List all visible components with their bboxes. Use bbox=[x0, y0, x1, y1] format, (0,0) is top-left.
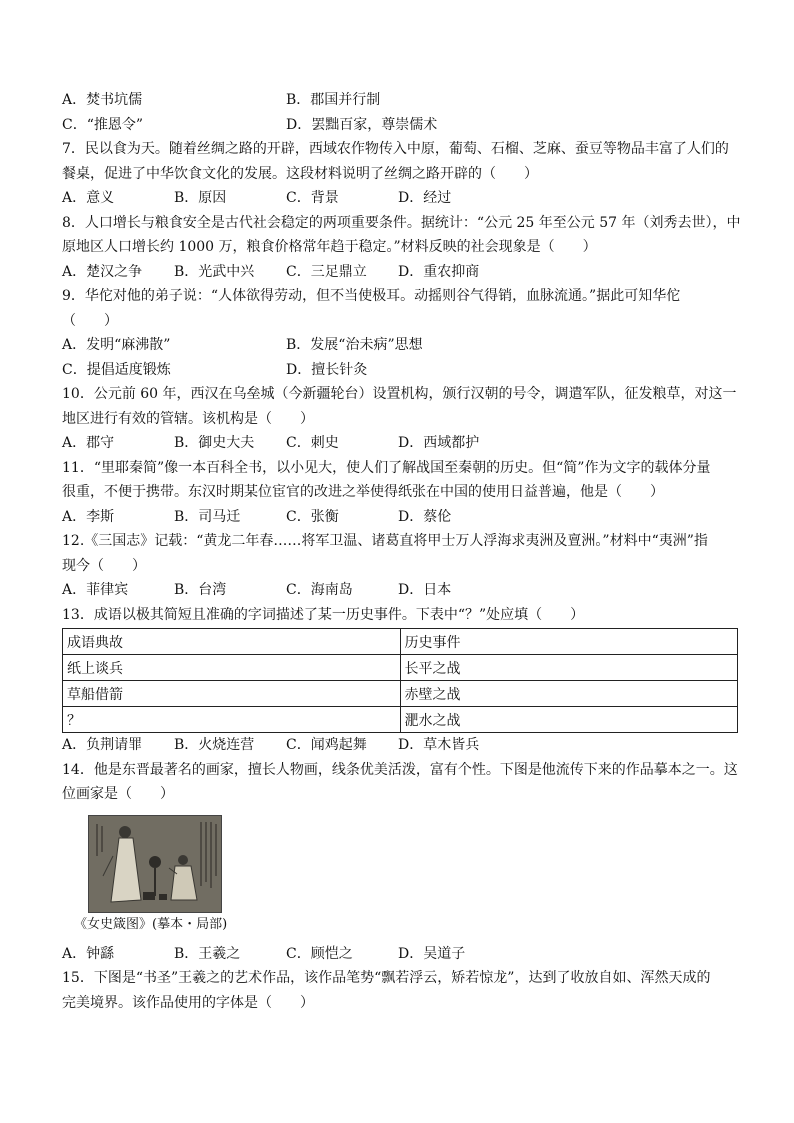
q8-option-b[interactable]: B．光武中兴 bbox=[174, 263, 255, 280]
q7-options bbox=[62, 186, 738, 211]
table-row bbox=[63, 681, 738, 707]
q11-option-b[interactable]: B．司马迁 bbox=[174, 508, 241, 525]
q6-options-row-1 bbox=[62, 88, 738, 113]
table-cell: 历史事件 bbox=[400, 629, 738, 655]
table-row bbox=[63, 629, 738, 655]
q12-option-b[interactable]: B．台湾 bbox=[174, 582, 227, 598]
q14-stem-line-2: 位画家是（ ） bbox=[62, 786, 174, 802]
q13-table bbox=[62, 628, 738, 733]
q10-option-c[interactable]: C．刺史 bbox=[286, 435, 339, 451]
q13-stem-line-1: 13．成语以极其简短且准确的字词描述了某一历史事件。下表中“？”处应填（ ） bbox=[62, 606, 585, 623]
q12-options bbox=[62, 578, 738, 603]
q8-option-d[interactable]: D．重农抑商 bbox=[398, 263, 480, 280]
table-row bbox=[63, 707, 738, 733]
q15-stem-line-2: 完美境界。该作品使用的字体是（ ） bbox=[62, 994, 314, 1011]
q9-options-row-1 bbox=[62, 333, 738, 358]
q9-option-c[interactable]: C．提倡适度锻炼 bbox=[62, 361, 171, 378]
q6-option-c[interactable]: C．“推恩令” bbox=[62, 116, 144, 133]
q12-option-d[interactable]: D．日本 bbox=[398, 582, 452, 598]
q8-stem-line-1: 8．人口增长与粮食安全是古代社会稳定的两项重要条件。据统计：“公元 25 年至公元 57 年（刘秀去世），中 bbox=[62, 214, 741, 231]
q14-option-c[interactable]: C．顾恺之 bbox=[286, 945, 353, 962]
q14-option-b[interactable]: B．王羲之 bbox=[174, 945, 241, 962]
q12-stem-line-2: 现今（ ） bbox=[62, 557, 146, 574]
q11-stem-line-1: 11．“里耶秦简”像一本百科全书，以小见大，使人们了解战国至秦朝的历史。但“简”作为文字的载体分量 bbox=[62, 459, 711, 476]
table-cell: 长平之战 bbox=[400, 655, 738, 681]
exam-page bbox=[62, 88, 741, 1015]
q6-option-a[interactable]: A．焚书坑儒 bbox=[62, 92, 143, 108]
q11-option-d[interactable]: D．蔡伦 bbox=[398, 508, 452, 525]
q13-option-a[interactable]: A．负荆请罪 bbox=[62, 737, 143, 753]
table-cell: ？ bbox=[63, 707, 401, 733]
q9-option-b[interactable]: B．发展“治未病”思想 bbox=[286, 337, 423, 353]
q14-stem-line-1: 14．他是东晋最著名的画家，擅长人物画，线条优美活泼，富有个性。下图是他流传下来的作品摹本之一。这 bbox=[62, 761, 738, 778]
q9-option-a[interactable]: A．发明“麻沸散” bbox=[62, 337, 171, 353]
table-cell: 纸上谈兵 bbox=[63, 655, 401, 681]
q7-stem-line-2: 餐桌，促进了中华饮食文化的发展。这段材料说明了丝绸之路开辟的（ ） bbox=[62, 165, 538, 182]
q9-stem-line-1: 9．华佗对他的弟子说：“人体欲得劳动，但不当使极耳。动摇则谷气得销，血脉流通。”据此可知华佗 bbox=[62, 288, 681, 304]
q12-option-c[interactable]: C．海南岛 bbox=[286, 582, 353, 598]
table-cell: 赤壁之战 bbox=[400, 681, 738, 707]
q7-option-b[interactable]: B．原因 bbox=[174, 190, 227, 206]
q7-option-a[interactable]: A．意义 bbox=[62, 190, 115, 206]
q8-option-a[interactable]: A．楚汉之争 bbox=[62, 263, 143, 280]
q15-stem-line-1: 15．下图是“书圣”王羲之的艺术作品，该作品笔势“飘若浮云，矫若惊龙”，达到了收放自如、浑然天成的 bbox=[62, 970, 711, 986]
q7-stem-line-1: 7．民以食为天。随着丝绸之路的开辟，西域农作物传入中原，葡萄、石榴、芝麻、蚕豆等物品丰富了人们的 bbox=[62, 141, 729, 157]
q13-option-d[interactable]: D．草木皆兵 bbox=[398, 737, 480, 753]
q6-option-d[interactable]: D．罢黜百家，尊崇儒术 bbox=[286, 116, 438, 133]
table-cell: 成语典故 bbox=[63, 629, 401, 655]
q14-option-d[interactable]: D．吴道子 bbox=[398, 945, 466, 962]
painting-drawing bbox=[89, 816, 221, 912]
q10-stem-line-1: 10．公元前 60 年，西汉在乌垒城（今新疆轮台）设置机构，颁行汉朝的号令，调遣军队，征发粮草，对这一 bbox=[62, 386, 737, 402]
q14-option-a[interactable]: A．钟繇 bbox=[62, 945, 115, 962]
q10-options bbox=[62, 431, 738, 456]
q8-option-c[interactable]: C．三足鼎立 bbox=[286, 263, 367, 280]
q9-options-row-2 bbox=[62, 358, 738, 383]
table-cell: 淝水之战 bbox=[400, 707, 738, 733]
q6-options-row-2 bbox=[62, 113, 738, 138]
q10-option-a[interactable]: A．郡守 bbox=[62, 435, 115, 451]
q7-option-c[interactable]: C．背景 bbox=[286, 190, 339, 206]
q11-options bbox=[62, 505, 738, 530]
q11-option-c[interactable]: C．张衡 bbox=[286, 508, 339, 525]
q13-option-c[interactable]: C．闻鸡起舞 bbox=[286, 737, 367, 753]
q11-option-a[interactable]: A．李斯 bbox=[62, 508, 115, 525]
q11-stem-line-2: 很重，不便于携带。东汉时期某位宦官的改进之举使得纸张在中国的使用日益普遍，他是（ ） bbox=[62, 484, 664, 500]
q6-option-b[interactable]: B．郡国并行制 bbox=[286, 92, 381, 108]
q14-figure bbox=[74, 815, 738, 934]
q10-stem-line-2: 地区进行有效的管辖。该机构是（ ） bbox=[62, 410, 314, 427]
q8-stem-line-2: 原地区人口增长约 1000 万，粮食价格常年趋于稳定。”材料反映的社会现象是（ ） bbox=[62, 239, 597, 255]
table-row bbox=[63, 655, 738, 681]
q9-stem-line-2: （ ） bbox=[62, 312, 118, 329]
q12-stem-line-1: 12.《三国志》记载：“黄龙二年春……将军卫温、诸葛直将甲士万人浮海求夷洲及亶洲。”材料中“夷洲”指 bbox=[62, 533, 708, 549]
q13-option-b[interactable]: B．火烧连营 bbox=[174, 737, 255, 753]
q12-option-a[interactable]: A．菲律宾 bbox=[62, 582, 129, 598]
figure-caption: 《女史箴图》(摹本・局部) bbox=[74, 916, 228, 932]
q13-options bbox=[62, 733, 738, 758]
painting-image bbox=[88, 815, 222, 913]
q9-option-d[interactable]: D．擅长针灸 bbox=[286, 361, 368, 378]
q10-option-b[interactable]: B．御史大夫 bbox=[174, 435, 255, 451]
q7-option-d[interactable]: D．经过 bbox=[398, 190, 452, 206]
q14-options bbox=[62, 942, 738, 967]
q10-option-d[interactable]: D．西域都护 bbox=[398, 435, 480, 451]
table-cell: 草船借箭 bbox=[63, 681, 401, 707]
q8-options bbox=[62, 260, 738, 285]
